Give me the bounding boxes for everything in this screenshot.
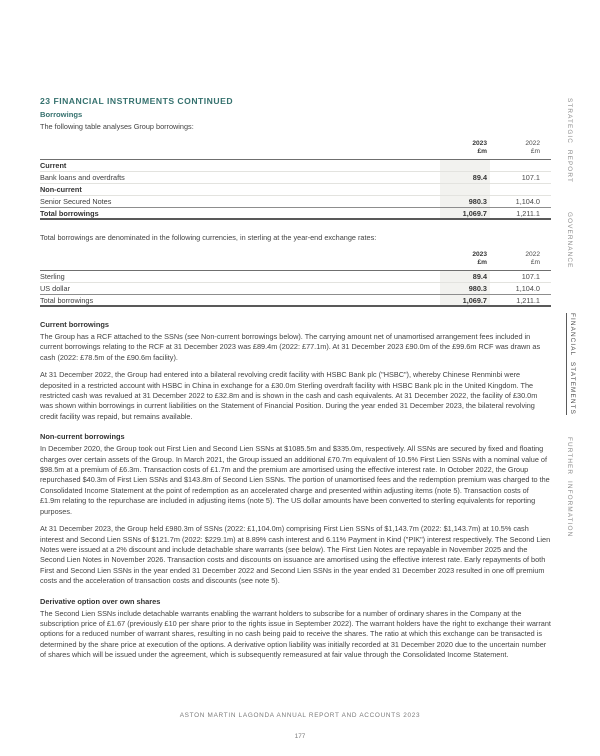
sidebar-item-financial-statements[interactable]: FINANCIAL STATEMENTS bbox=[566, 313, 576, 415]
footer-report-title: ASTON MARTIN LAGONDA ANNUAL REPORT AND ACCOUNTS 2023 bbox=[179, 712, 421, 719]
row-label: Sterling bbox=[40, 272, 65, 281]
value-2023: 1,069.7 bbox=[440, 295, 490, 305]
sidebar-item-governance[interactable]: GOVERNANCE bbox=[566, 212, 573, 269]
value-2022: 1,104.0 bbox=[515, 197, 540, 206]
unit-2022: £m bbox=[530, 259, 540, 266]
table-row bbox=[40, 160, 551, 172]
column-header-2022 bbox=[490, 251, 551, 267]
value-2023: 89.4 bbox=[440, 172, 490, 183]
table-row bbox=[40, 271, 551, 283]
column-header-2023 bbox=[440, 251, 490, 267]
table-intro: The following table analyses Group borrowings: bbox=[40, 122, 194, 131]
currency-table bbox=[40, 251, 551, 307]
table-row bbox=[40, 172, 551, 184]
value-2022: 1,211.1 bbox=[516, 295, 540, 305]
year-2022: 2022 bbox=[525, 251, 540, 258]
non-current-borrowings-heading: Non-current borrowings bbox=[40, 432, 125, 442]
derivative-option-heading: Derivative option over own shares bbox=[40, 596, 161, 606]
row-label: Non-current bbox=[40, 185, 82, 194]
sidebar-item-strategic-report[interactable]: STRATEGIC REPORT bbox=[566, 98, 573, 183]
column-header-2022 bbox=[490, 140, 551, 156]
value-2023 bbox=[440, 160, 490, 171]
row-label: Bank loans and overdrafts bbox=[40, 173, 125, 182]
borrowings-heading: Borrowings bbox=[40, 110, 83, 119]
column-header-2023 bbox=[440, 140, 490, 156]
value-2022: 107.1 bbox=[521, 272, 540, 281]
year-2022: 2022 bbox=[525, 140, 540, 147]
value-2023: 1,069.7 bbox=[440, 208, 490, 218]
paragraph: The Second Lien SSNs include detachable warrants enabling the warrant holders to subscribe for a number of ordinary shares in the Company at the subscription price of £1.67 (previously £10 per share prior to the rights issue in September 2022). The warrant holders have the right to exchange their warrant options for a reduced number of warrant shares, resulting in no cash being paid to receive the shares. The ratio at which this exchange can be transacted is determined by the share price at execution of the options. A derivative option liability was initially recorded at 31 December 2020 due to the uncertain number of shares which will be issued under the agreement, which is subsequently remeasured at fair value through the Consolidated Income Statement. bbox=[40, 608, 551, 660]
row-label: Senior Secured Notes bbox=[40, 197, 112, 206]
paragraph: In December 2020, the Group took out First Lien and Second Lien SSNs at $1085.5m and $335.0m, respectively. All SSNs are secured by fixed and floating charges over certain assets of the Group. In March 2021, the Group issued an additional £70.7m equivalent of 10.5% First Lien SSNs with a nominal value of $98.5m at a premium of £6.3m. Transaction costs of £1.7m and the premium are amortised using the effective interest rate. In October 2022, the Group repurchased $40.3m of First Lien SSNs and $143.8m of Second Lien SSNs. The portion of unamortised fees and the redemption premium was charged to the Consolidated Income Statement at the point of redemption as an accelerated charge and presented within adjusting items (note 5). Transaction costs of £1.9m relating to the repurchase are included in adjusting items (note 5). The US dollar amounts have been converted to sterling equivalents for reporting purposes. bbox=[40, 444, 550, 516]
paragraph: At 31 December 2022, the Group had entered into a bilateral revolving credit facility with HSBC Bank plc ("HSBC"), whereby Chinese Renminbi were deposited in a restricted account with HSBC in China in exchange for a £30.0m Sterling overdraft facility with HSBC Bank plc in the United Kingdom. The restricted cash was revalued at 31 December 2022 to £32.8m and is shown in the cash and cash equivalents. At 31 December 2022, the facility of £30.0m was shown within borrowings in current liabilities on the Statement of Financial Position. During the year ended 31 December 2023, the bilateral revolving credit facility was repaid, but remains available. bbox=[40, 370, 538, 421]
unit-2022: £m bbox=[530, 148, 540, 155]
value-2022: 107.1 bbox=[521, 173, 540, 182]
row-label: Total borrowings bbox=[40, 295, 94, 305]
page-number: 177 bbox=[294, 733, 306, 740]
value-2022: 1,104.0 bbox=[515, 284, 540, 293]
sidebar-item-further-information[interactable]: FURTHER INFORMATION bbox=[566, 437, 573, 538]
value-2022: 1,211.1 bbox=[516, 208, 540, 218]
value-2023: 980.3 bbox=[440, 283, 490, 294]
table-total-row bbox=[40, 208, 551, 220]
current-borrowings-heading: Current borrowings bbox=[40, 320, 109, 329]
value-2023 bbox=[440, 184, 490, 195]
table-row bbox=[40, 283, 551, 295]
table-body bbox=[40, 160, 551, 220]
row-label: US dollar bbox=[40, 284, 71, 293]
paragraph: At 31 December 2023, the Group held £980.3m of SSNs (2022: £1,104.0m) comprising First Lien SSNs of $1,143.7m (2022: $1,143.7m) at 10.5% cash interest and Second Lien SSNs of $121.7m (2022: $229.1m) at 8.89% cash interest and 6.11% Payment in Kind ("PIK") interest respectively. The Second Lien Notes were issued at a 2% discount and include detachable share warrants (see below). The First Lien Notes are repayable in November 2025 and the Second Lien Notes in November 2026. Transaction costs and discounts on issuance are amortised using the effective interest rate. Early repayments of both First and Second Lien SSNs in the year ended 31 December 2022 and Second Lien SSNs in the year ended 31 December 2023 resulted in one off premium costs and the acceleration of transaction costs and discounts (see note 5). bbox=[40, 524, 551, 586]
header-spacer bbox=[40, 251, 440, 267]
value-2022 bbox=[490, 184, 551, 195]
table-header-row bbox=[40, 140, 551, 160]
value-2023: 89.4 bbox=[440, 271, 490, 282]
table-body bbox=[40, 271, 551, 307]
table-row bbox=[40, 196, 551, 208]
currency-table-intro: Total borrowings are denominated in the following currencies, in sterling at the year-end exchange rates: bbox=[40, 233, 377, 242]
value-2022 bbox=[490, 160, 551, 171]
row-label: Total borrowings bbox=[40, 208, 99, 218]
row-label: Current bbox=[40, 161, 67, 170]
section-title: 23 FINANCIAL INSTRUMENTS CONTINUED bbox=[40, 96, 234, 106]
table-total-row bbox=[40, 295, 551, 307]
unit-2023: £m bbox=[477, 148, 487, 155]
paragraph: The Group has a RCF attached to the SSNs (see Non-current borrowings below). The carrying amount net of unamortised arrangement fees included in current borrowings relating to the RCF at 31 December 2023 was £89.4m (2022: £77.1m). At 31 December 2023 £90.0m of the £99.6m RCF was drawn as cash (2022: £78.5m of the £90.6m facility). bbox=[40, 332, 541, 362]
year-2023: 2023 bbox=[472, 140, 487, 147]
table-header-row bbox=[40, 251, 551, 271]
year-2023: 2023 bbox=[472, 251, 487, 258]
unit-2023: £m bbox=[477, 259, 487, 266]
page-content bbox=[40, 96, 551, 661]
table-row bbox=[40, 184, 551, 196]
header-spacer bbox=[40, 140, 440, 156]
value-2023: 980.3 bbox=[440, 196, 490, 207]
borrowings-table bbox=[40, 140, 551, 220]
